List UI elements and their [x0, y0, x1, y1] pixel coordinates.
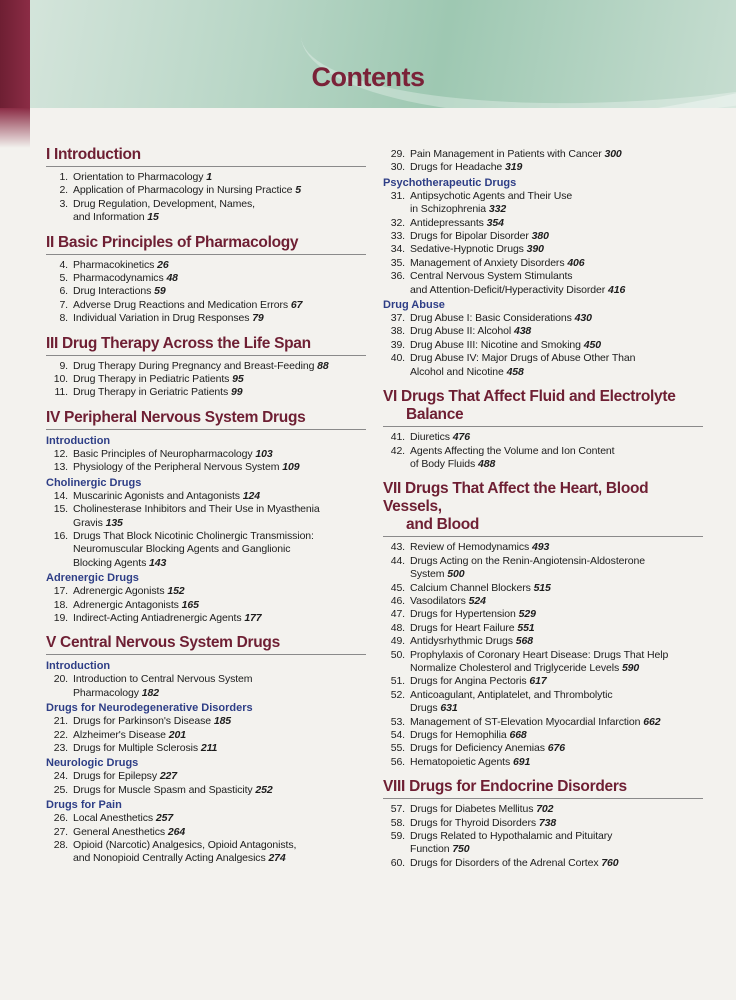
chapter-title: Drugs for Bipolar Disorder	[410, 230, 529, 243]
page-number: 1	[206, 171, 212, 183]
chapter-number: 53.	[390, 715, 405, 728]
chapter-entry[interactable]	[383, 675, 703, 688]
chapter-title: Drugs for Headache	[410, 161, 503, 174]
chapter-number: 7.	[59, 298, 68, 311]
chapter-entry[interactable]	[46, 599, 366, 612]
chapter-entry[interactable]	[383, 431, 703, 444]
chapter-entry[interactable]	[46, 198, 366, 225]
chapter-number: 22.	[53, 728, 68, 741]
chapter-title: Adrenergic Antagonists	[73, 598, 179, 611]
section-subheading: Drugs for Pain	[46, 799, 122, 812]
chapter-number: 39.	[390, 338, 405, 351]
toc-unit	[46, 409, 366, 625]
chapter-number: 57.	[390, 803, 405, 816]
toc-unit	[383, 480, 703, 769]
page-number: 500	[447, 568, 465, 581]
chapter-entry[interactable]	[383, 445, 703, 472]
chapter-number: 5.	[59, 272, 68, 285]
chapter-title: Basic Principles of Neuropharmacology	[73, 447, 253, 460]
section-subheading: Neurologic Drugs	[46, 757, 139, 770]
chapter-entry[interactable]	[46, 812, 366, 825]
chapter-number: 3.	[59, 197, 68, 210]
chapter-title: Drugs for Hemophilia	[410, 729, 507, 741]
page-number: 109	[282, 461, 300, 474]
chapter-title: Drugs for Multiple Sclerosis	[73, 741, 198, 754]
toc-unit	[383, 778, 703, 870]
toc-unit	[46, 335, 366, 400]
chapter-number: 40.	[390, 352, 405, 365]
chapter-number: 42.	[390, 444, 405, 457]
chapter-entry[interactable]	[383, 817, 703, 830]
chapter-number: 49.	[390, 635, 405, 648]
chapter-entry[interactable]	[383, 148, 703, 161]
chapter-title: Drugs for Muscle Spasm and Spasticity	[73, 783, 253, 796]
chapter-title: Drugs for Deficiency Anemias	[410, 742, 545, 755]
chapter-number: 11.	[54, 386, 68, 399]
chapter-number: 50.	[390, 648, 405, 661]
page-number: 617	[529, 675, 547, 688]
chapter-title: Drugs for Heart Failure	[410, 621, 515, 634]
chapter-title: Adrenergic Agonists	[73, 585, 165, 598]
section-subheading: Drug Abuse	[383, 299, 445, 312]
unit-heading[interactable]	[46, 409, 366, 430]
chapter-title: Drug Regulation, Development, Names, and Information	[73, 197, 255, 224]
chapter-title: Drugs for Diabetes Mellitus	[410, 803, 534, 816]
chapter-number: 45.	[390, 581, 405, 594]
chapter-title: Drug Abuse II: Alcohol	[410, 325, 512, 338]
page-number: 152	[167, 585, 185, 598]
chapter-number: 19.	[53, 611, 68, 624]
chapter-number: 54.	[390, 729, 405, 741]
page-number: 738	[538, 816, 557, 829]
chapter-title: Agents Affecting the Volume and Ion Content of Body Fluids	[410, 444, 615, 470]
chapter-entry[interactable]	[383, 190, 703, 217]
page-number: 662	[643, 715, 661, 728]
page-number: 676	[547, 742, 565, 755]
chapter-number: 12.	[53, 447, 68, 460]
chapter-number: 20.	[53, 673, 68, 686]
chapter-title: Alzheimer's Disease	[73, 728, 166, 741]
chapter-title: Drugs Acting on the Renin-Angiotensin-Aldosterone System	[410, 554, 645, 581]
chapter-entry[interactable]	[383, 649, 703, 676]
chapter-title: Management of Anxiety Disorders	[410, 256, 565, 269]
chapter-entry[interactable]	[383, 257, 703, 270]
page-number: 416	[608, 283, 626, 296]
page-number: 691	[512, 755, 531, 768]
page-number: 185	[213, 715, 232, 728]
spine-stripe-fade	[0, 108, 30, 148]
page-number: 124	[242, 489, 260, 502]
chapter-entry[interactable]	[46, 729, 366, 742]
chapter-title: Adverse Drug Reactions and Medication Errors	[73, 298, 289, 311]
page-number: 211	[200, 741, 218, 754]
chapter-entry[interactable]	[46, 784, 366, 797]
chapter-entry[interactable]	[383, 555, 703, 582]
chapter-number: 9.	[59, 359, 68, 372]
chapter-number: 58.	[390, 816, 405, 829]
unit-heading[interactable]	[383, 480, 703, 537]
section-subheading: Psychotherapeutic Drugs	[383, 176, 517, 189]
page-title: Contents	[311, 62, 425, 92]
chapter-title: Drug Interactions	[73, 285, 152, 298]
chapter-title: Drug Abuse IV: Major Drugs of Abuse Other Than Alcohol and Nicotine	[410, 352, 636, 378]
toc-unit	[46, 234, 366, 326]
unit-heading-text: II Basic Principles of Pharmacology	[46, 233, 299, 251]
chapter-title: Drug Abuse III: Nicotine and Smoking	[410, 338, 581, 351]
chapter-entry[interactable]	[46, 715, 366, 728]
chapter-title: Opioid (Narcotic) Analgesics, Opioid Antagonists, and Nonopioid Centrally Acting Analgesics	[73, 839, 297, 865]
chapter-entry[interactable]	[383, 217, 703, 230]
chapter-number: 43.	[390, 541, 405, 554]
chapter-entry[interactable]	[46, 826, 366, 839]
page-number: 15	[147, 211, 159, 224]
chapter-title: Drugs That Block Nicotinic Cholinergic Transmission: Neuromuscular Blocking Agents and Ganglionic Blocking Agents	[73, 529, 314, 569]
unit-heading[interactable]	[46, 335, 366, 356]
chapter-number: 55.	[390, 742, 405, 755]
chapter-number: 8.	[59, 312, 68, 325]
chapter-number: 38.	[390, 325, 405, 338]
chapter-number: 31.	[390, 189, 405, 202]
page-number: 319	[505, 161, 523, 174]
chapter-number: 27.	[53, 825, 68, 838]
page-number: 252	[255, 783, 273, 796]
page-number: 590	[621, 661, 640, 674]
chapter-entry[interactable]	[383, 756, 703, 769]
chapter-number: 35.	[390, 256, 405, 269]
page-number: 201	[168, 728, 186, 741]
unit-heading[interactable]	[46, 146, 366, 167]
chapter-number: 34.	[390, 243, 405, 256]
chapter-number: 24.	[53, 770, 68, 783]
chapter-entry[interactable]	[46, 448, 366, 461]
chapter-entry[interactable]	[383, 161, 703, 174]
chapter-title: Drug Abuse I: Basic Considerations	[410, 312, 572, 325]
unit-heading-text: VIII Drugs for Endocrine Disorders	[383, 778, 627, 796]
chapter-entry[interactable]	[383, 729, 703, 742]
page-number: 274	[268, 852, 286, 865]
unit-heading-text: III Drug Therapy Across the Life Span	[46, 334, 311, 352]
chapter-number: 17.	[53, 585, 68, 598]
chapter-entry[interactable]	[383, 635, 703, 648]
page-number: 515	[533, 581, 551, 594]
chapter-number: 13.	[53, 461, 68, 474]
page-number: 631	[440, 702, 458, 715]
chapter-title: Drugs for Epilepsy	[73, 770, 157, 783]
unit-heading-text: IV Peripheral Nervous System Drugs	[46, 408, 306, 426]
page-number: 48	[166, 272, 178, 285]
chapter-entry[interactable]	[46, 461, 366, 474]
chapter-number: 23.	[53, 741, 68, 754]
chapter-number: 29.	[390, 148, 405, 160]
chapter-entry[interactable]	[383, 230, 703, 243]
unit-heading-text: VII Drugs That Affect the Heart, Blood Vessels,	[383, 480, 649, 516]
chapter-entry[interactable]	[383, 622, 703, 635]
chapter-entry[interactable]	[383, 857, 703, 870]
page-number: 524	[468, 594, 486, 607]
page-number: 493	[532, 541, 550, 554]
chapter-title: Drugs for Angina Pectoris	[410, 675, 527, 688]
chapter-title: Orientation to Pharmacology	[73, 171, 204, 183]
chapter-title: Introduction to Central Nervous System Pharmacology	[73, 673, 253, 699]
chapter-entry[interactable]	[383, 270, 703, 297]
chapter-entry[interactable]	[46, 612, 366, 625]
page-number: 430	[574, 312, 592, 325]
chapter-title: Diuretics	[410, 431, 450, 444]
chapter-title: Drug Therapy in Pediatric Patients	[73, 373, 230, 386]
chapter-number: 37.	[390, 312, 405, 325]
page-number: 568	[515, 635, 533, 648]
chapter-entry[interactable]	[46, 770, 366, 783]
section-subheading: Introduction	[46, 660, 111, 673]
chapter-entry[interactable]	[46, 490, 366, 503]
section-subheading: Cholinergic Drugs	[46, 476, 142, 489]
chapter-entry[interactable]	[383, 608, 703, 621]
page-number: 332	[488, 203, 507, 216]
page-number: 750	[452, 843, 470, 856]
toc-left-column	[46, 146, 366, 875]
page-number: 380	[531, 230, 549, 243]
chapter-title: Hematopoietic Agents	[410, 755, 511, 768]
chapter-entry[interactable]	[383, 830, 703, 857]
chapter-entry[interactable]	[46, 312, 366, 325]
page-number: 59	[154, 285, 166, 298]
unit-heading[interactable]	[46, 234, 366, 255]
chapter-number: 28.	[53, 839, 68, 851]
toc-unit	[383, 388, 703, 471]
chapter-entry[interactable]	[46, 503, 366, 530]
chapter-entry[interactable]	[383, 689, 703, 716]
chapter-entry[interactable]	[46, 585, 366, 598]
chapter-title: Review of Hemodynamics	[410, 541, 530, 554]
chapter-title: Pharmacokinetics	[73, 258, 155, 271]
toc-unit	[46, 634, 366, 865]
chapter-title: Drug Therapy in Geriatric Patients	[73, 386, 229, 399]
chapter-title: Individual Variation in Drug Responses	[73, 312, 250, 325]
chapter-title: Central Nervous System Stimulants and Attention-Deficit/Hyperactivity Disorder	[410, 270, 606, 296]
unit-heading-text: I Introduction	[46, 146, 141, 163]
chapter-number: 18.	[53, 598, 68, 611]
section-subheading: Adrenergic Drugs	[46, 572, 139, 585]
chapter-number: 60.	[390, 856, 405, 869]
page-number: 143	[149, 556, 167, 569]
unit-heading[interactable]	[46, 634, 366, 655]
chapter-title: Drugs Related to Hypothalamic and Pituitary Function	[410, 830, 613, 856]
page-number: 227	[159, 770, 178, 783]
chapter-entry[interactable]	[46, 259, 366, 272]
page-number: 95	[232, 373, 244, 386]
chapter-entry[interactable]	[383, 541, 703, 554]
chapter-number: 59.	[390, 830, 405, 843]
chapter-number: 15.	[53, 503, 68, 516]
chapter-entry[interactable]	[46, 272, 366, 285]
toc-right-column	[383, 148, 703, 879]
page-number: 390	[526, 243, 544, 256]
page-number: 67	[290, 298, 303, 311]
chapter-title: Muscarinic Agonists and Antagonists	[73, 489, 240, 502]
chapter-entry[interactable]	[46, 360, 366, 373]
chapter-number: 46.	[390, 594, 405, 607]
chapter-number: 26.	[53, 812, 68, 825]
chapter-entry[interactable]	[46, 530, 366, 570]
chapter-entry[interactable]	[46, 386, 366, 399]
chapter-number: 32.	[390, 216, 405, 229]
page-number: 476	[452, 431, 471, 444]
page-number: 300	[604, 148, 622, 160]
chapter-number: 51.	[390, 675, 405, 688]
chapter-entry[interactable]	[383, 803, 703, 816]
chapter-title: Drugs for Thyroid Disorders	[410, 816, 537, 829]
unit-heading-text: V Central Nervous System Drugs	[46, 634, 280, 652]
chapter-title: Vasodilators	[410, 594, 466, 607]
chapter-entry[interactable]	[46, 742, 366, 755]
chapter-title: Antidepressants	[410, 216, 484, 229]
chapter-entry[interactable]	[46, 184, 366, 197]
chapter-number: 52.	[390, 688, 405, 701]
page-number: 182	[141, 686, 159, 699]
chapter-entry[interactable]	[46, 673, 366, 700]
page-number: 177	[244, 611, 262, 624]
chapter-title: Drugs for Hypertension	[410, 608, 516, 621]
chapter-entry[interactable]	[383, 312, 703, 325]
page-number: 488	[477, 457, 496, 470]
unit-heading[interactable]	[383, 778, 703, 799]
toc-unit	[383, 148, 703, 379]
page-number: 529	[518, 608, 536, 621]
chapter-entry[interactable]	[46, 299, 366, 312]
page-number: 438	[513, 325, 532, 338]
chapter-number: 33.	[390, 230, 405, 243]
chapter-entry[interactable]	[383, 352, 703, 379]
page-number: 450	[583, 338, 601, 351]
unit-heading-continuation: and Blood	[406, 516, 480, 534]
toc-unit	[46, 146, 366, 225]
chapter-number: 4.	[59, 258, 68, 271]
chapter-entry[interactable]	[46, 171, 366, 184]
page-number: 99	[230, 386, 243, 399]
chapter-number: 30.	[390, 161, 405, 174]
chapter-title: Local Anesthetics	[73, 812, 154, 825]
chapter-number: 14.	[53, 489, 68, 502]
unit-heading[interactable]	[383, 388, 703, 427]
chapter-entry[interactable]	[46, 373, 366, 386]
chapter-number: 2.	[59, 184, 68, 197]
chapter-entry[interactable]	[383, 716, 703, 729]
page-number: 165	[181, 598, 199, 611]
page-number: 354	[486, 216, 504, 229]
page-number: 668	[509, 729, 527, 741]
page-number: 257	[155, 812, 174, 825]
chapter-title: Drugs for Parkinson's Disease	[73, 715, 211, 728]
chapter-number: 48.	[390, 621, 405, 634]
chapter-title: Drug Therapy During Pregnancy and Breast-Feeding	[73, 359, 315, 372]
page-number: 79	[252, 312, 264, 325]
page-number: 135	[105, 516, 123, 529]
section-subheading: Drugs for Neurodegenerative Disorders	[46, 702, 253, 715]
chapter-title: Anticoagulant, Antiplatelet, and Thrombolytic Drugs	[410, 688, 613, 715]
chapter-title: Antidysrhythmic Drugs	[410, 635, 513, 648]
chapter-number: 6.	[59, 285, 68, 298]
chapter-entry[interactable]	[383, 582, 703, 595]
unit-heading-text: VI Drugs That Affect Fluid and Electrolyte	[383, 388, 676, 406]
page-number: 264	[167, 825, 186, 838]
chapter-title: Management of ST-Elevation Myocardial Infarction	[410, 715, 641, 728]
chapter-number: 44.	[390, 554, 405, 567]
chapter-number: 16.	[53, 529, 68, 542]
page-number: 103	[255, 447, 273, 460]
page-number: 5	[295, 184, 301, 197]
chapter-entry[interactable]	[383, 742, 703, 755]
chapter-entry[interactable]	[383, 325, 703, 338]
chapter-number: 41.	[390, 431, 405, 444]
chapter-title: Calcium Channel Blockers	[410, 581, 531, 594]
chapter-title: Pain Management in Patients with Cancer	[410, 148, 602, 160]
page-number: 760	[601, 856, 619, 869]
page-number: 551	[517, 621, 535, 634]
chapter-number: 56.	[390, 755, 405, 768]
chapter-entry[interactable]	[46, 839, 366, 866]
chapter-title: Indirect-Acting Antiadrenergic Agents	[73, 611, 242, 624]
chapter-title: Sedative-Hypnotic Drugs	[410, 243, 524, 256]
chapter-number: 1.	[59, 171, 68, 183]
chapter-number: 36.	[390, 270, 405, 283]
chapter-title: Pharmacodynamics	[73, 272, 164, 285]
chapter-title: Prophylaxis of Coronary Heart Disease: Drugs That Help Normalize Cholesterol and Triglyceride Levels	[410, 648, 669, 674]
chapter-number: 47.	[390, 608, 405, 621]
page-number: 702	[536, 803, 554, 816]
chapter-number: 21.	[53, 715, 68, 728]
page-number: 26	[157, 258, 169, 271]
chapter-title: Drugs for Disorders of the Adrenal Cortex	[410, 856, 599, 869]
page-number: 406	[567, 256, 585, 269]
chapter-entry[interactable]	[383, 243, 703, 256]
section-subheading: Introduction	[46, 434, 111, 447]
chapter-title: Physiology of the Peripheral Nervous System	[73, 461, 280, 474]
chapter-title: Cholinesterase Inhibitors and Their Use in Myasthenia Gravis	[73, 503, 320, 529]
chapter-title: Antipsychotic Agents and Their Use in Schizophrenia	[410, 189, 573, 216]
chapter-title: Application of Pharmacology in Nursing Practice	[73, 184, 293, 197]
unit-heading-continuation: Balance	[406, 406, 464, 424]
chapter-title: General Anesthetics	[73, 825, 166, 838]
chapter-entry[interactable]	[46, 285, 366, 298]
chapter-entry[interactable]	[383, 595, 703, 608]
page-number: 458	[506, 365, 524, 378]
page-number: 88	[317, 359, 329, 372]
chapter-number: 25.	[53, 783, 68, 796]
chapter-entry[interactable]	[383, 339, 703, 352]
chapter-number: 10.	[53, 373, 68, 386]
